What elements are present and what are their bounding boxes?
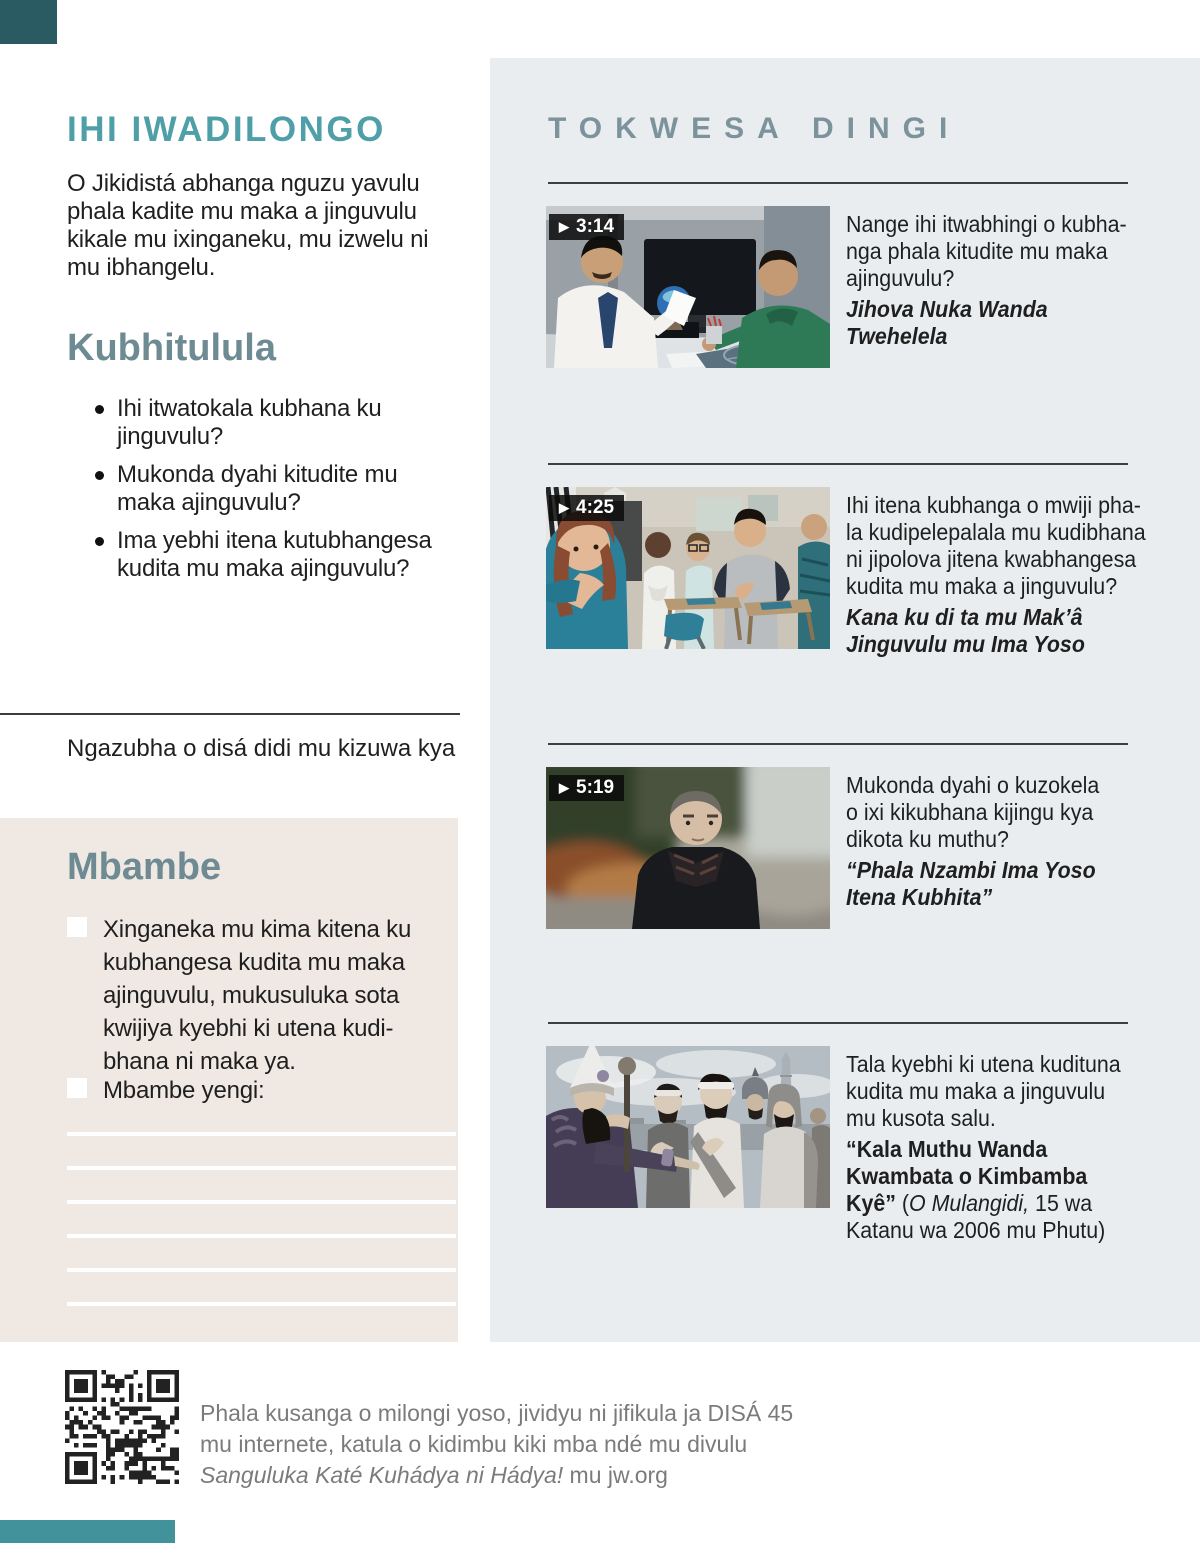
intro-paragraph [67, 170, 467, 282]
play-icon: ▶ [559, 219, 569, 234]
row-divider [548, 1022, 1128, 1024]
note-item: Xinganeka mu kima kitena ku kubhangesa kudita mu maka ajinguvulu, mukusuluka sota kwijiya kyebhi ki utena kudi- bhana ni maka ya. [67, 913, 433, 1078]
discussion-questions-list [95, 395, 475, 593]
qr-code[interactable] [65, 1370, 179, 1484]
writing-line [67, 1200, 456, 1204]
duration-text: 3:14 [576, 216, 615, 237]
intro-line: kikale mu ixinganeku, mu izwelu ni [67, 226, 429, 253]
publication-title: Sanguluka Katé Kuhádya ni Hádya! [200, 1462, 564, 1488]
play-icon: ▶ [559, 500, 569, 515]
row-divider [548, 463, 1128, 465]
video-thumbnail-man-outdoors[interactable] [546, 767, 830, 929]
row-divider [548, 743, 1128, 745]
play-icon: ▶ [559, 780, 569, 795]
duration-badge [549, 214, 624, 240]
intro-line: O Jikidistá abhanga nguzu yavulu [67, 170, 420, 197]
left-divider [0, 713, 460, 715]
jw-org-link: mu jw.org [563, 1462, 668, 1488]
video-title: Kana ku di ta mu Mak’â Jinguvulu mu Ima Yoso [846, 604, 1085, 657]
duration-badge [549, 495, 624, 521]
notes-box [0, 818, 458, 1342]
row-divider [548, 182, 1128, 184]
video-text: Nange ihi itwabhingi o kubha- nga phala kitudite mu maka ajinguvulu? Jihova Nuka Wanda Twehelela [846, 211, 1146, 350]
article-text: Tala kyebhi ki utena kudituna kudita mu maka a jinguvulu mu kusota salu. “Kala Muthu Wanda Kwambata o Kimbamba Kyê” (O Mulangidi, 15 wa Katanu wa 2006 mu Phutu) [846, 1051, 1146, 1244]
article-title: IHI IWADILONGO [67, 110, 386, 149]
writing-line [67, 1234, 456, 1238]
note-item: Mbambe yengi: [67, 1074, 433, 1107]
video-text: Mukonda dyahi o kuzokela o ixi kikubhana kijingu kya dikota ku muthu? “Phala Nzambi Ima Yoso Itena Kubhita” [846, 772, 1146, 911]
section-heading-kubhitulula: Kubhitulula [67, 327, 276, 369]
video-title: Jihova Nuka Wanda Twehelela [846, 296, 1048, 349]
duration-text: 5:19 [576, 777, 615, 798]
checkbox-icon [67, 917, 87, 937]
checkbox-icon [67, 1078, 87, 1098]
panel-heading: TOKWESA DINGI [548, 112, 961, 145]
notes-heading: Mbambe [67, 846, 222, 888]
list-item: Mukonda dyahi kitudite mu maka ajinguvulu? [95, 461, 475, 517]
footnote-line: Ngazubha o disá didi mu kizuwa kya [67, 735, 456, 762]
video-thumbnail-bible-study-office[interactable] [546, 206, 830, 368]
duration-badge [549, 775, 624, 801]
article-image-king-and-captives [546, 1046, 830, 1208]
writing-line [67, 1268, 456, 1272]
footer-text: Phala kusanga o milongi yoso, jividyu ni jifikula ja DISÁ 45 mu internete, katula o kidimbu kiki mba ndé mu divulu Sanguluka Katé Kuhádya ni Hádya! mu jw.org [200, 1400, 794, 1488]
corner-mark-top [0, 0, 57, 44]
intro-line: mu ibhangelu. [67, 254, 216, 281]
intro-line: phala kadite mu maka a jinguvulu [67, 198, 417, 225]
video-thumbnail-classroom-pledge[interactable] [546, 487, 830, 649]
list-item: Ima yebhi itena kutubhangesa kudita mu maka ajinguvulu? [95, 527, 475, 583]
video-text: Ihi itena kubhanga o mwiji pha- la kudipelepalala mu kudibhana ni jipolova jitena kwabhangesa kudita mu maka a jinguvulu? Kana ku di ta mu Mak’â Jinguvulu mu Ima Yoso [846, 492, 1146, 657]
reference-text: “Kala Muthu Wanda Kwambata o Kimbamba Kyê” (O Mulangidi, 15 wa Katanu wa 2006 mu Phutu) [846, 1136, 1106, 1243]
corner-mark-bottom [0, 1520, 175, 1543]
video-title: “Phala Nzambi Ima Yoso Itena Kubhita” [846, 857, 1096, 910]
writing-line [67, 1166, 456, 1170]
writing-line [67, 1302, 456, 1306]
duration-text: 4:25 [576, 497, 615, 518]
writing-line [67, 1132, 456, 1136]
list-item: Ihi itwatokala kubhana ku jinguvulu? [95, 395, 475, 451]
